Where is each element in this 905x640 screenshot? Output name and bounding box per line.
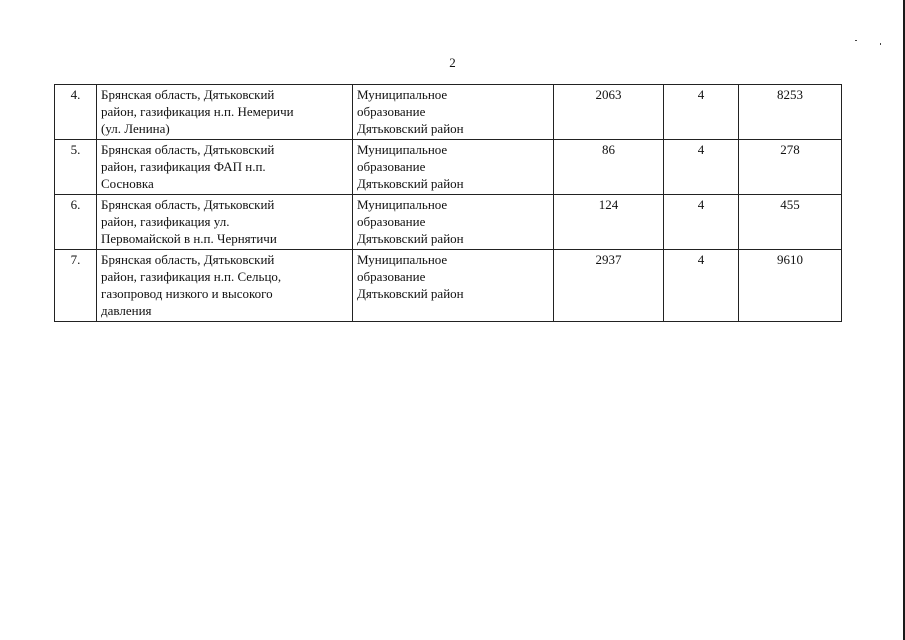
value-cell-3: 455 bbox=[739, 195, 842, 250]
value-cell-2: 4 bbox=[664, 195, 739, 250]
value-cell-1: 2063 bbox=[554, 85, 664, 140]
object-name-text: Брянская область, Дятьковский район, газификация н.п. Сельцо, газопровод низкого и высокого давления bbox=[101, 252, 282, 318]
owner-name-text: Муниципальное образование Дятьковский район bbox=[357, 87, 464, 136]
value-cell-1: 86 bbox=[554, 140, 664, 195]
object-name-text: Брянская область, Дятьковский район, газификация ул. Первомайской в н.п. Чернятичи bbox=[101, 197, 277, 246]
object-name bbox=[97, 250, 353, 322]
row-number: 4. bbox=[55, 85, 97, 140]
value-cell-3: 9610 bbox=[739, 250, 842, 322]
value-cell-2: 4 bbox=[664, 250, 739, 322]
owner-name-text: Муниципальное образование Дятьковский район bbox=[357, 252, 464, 301]
value-cell-2: 4 bbox=[664, 85, 739, 140]
value-cell-1: 124 bbox=[554, 195, 664, 250]
row-number: 5. bbox=[55, 140, 97, 195]
value-cell-1: 2937 bbox=[554, 250, 664, 322]
object-name-text: Брянская область, Дятьковский район, газификация ФАП н.п. Сосновка bbox=[101, 142, 275, 191]
table-row bbox=[55, 250, 842, 322]
value-cell-2: 4 bbox=[664, 140, 739, 195]
object-name bbox=[97, 140, 353, 195]
object-name bbox=[97, 85, 353, 140]
owner-name bbox=[353, 250, 554, 322]
object-name bbox=[97, 195, 353, 250]
owner-name-text: Муниципальное образование Дятьковский район bbox=[357, 142, 464, 191]
owner-name bbox=[353, 140, 554, 195]
row-number: 6. bbox=[55, 195, 97, 250]
object-name-text: Брянская область, Дятьковский район, газификация н.п. Немеричи (ул. Ленина) bbox=[101, 87, 294, 136]
owner-name bbox=[353, 195, 554, 250]
value-cell-3: 278 bbox=[739, 140, 842, 195]
owner-name bbox=[353, 85, 554, 140]
table-row bbox=[55, 85, 842, 140]
row-number: 7. bbox=[55, 250, 97, 322]
scan-speck bbox=[855, 40, 857, 41]
value-cell-3: 8253 bbox=[739, 85, 842, 140]
table-row bbox=[55, 195, 842, 250]
page-number: 2 bbox=[449, 55, 456, 70]
owner-name-text: Муниципальное образование Дятьковский район bbox=[357, 197, 464, 246]
table-row bbox=[55, 140, 842, 195]
scan-speck bbox=[880, 43, 881, 45]
object-table bbox=[54, 84, 842, 322]
